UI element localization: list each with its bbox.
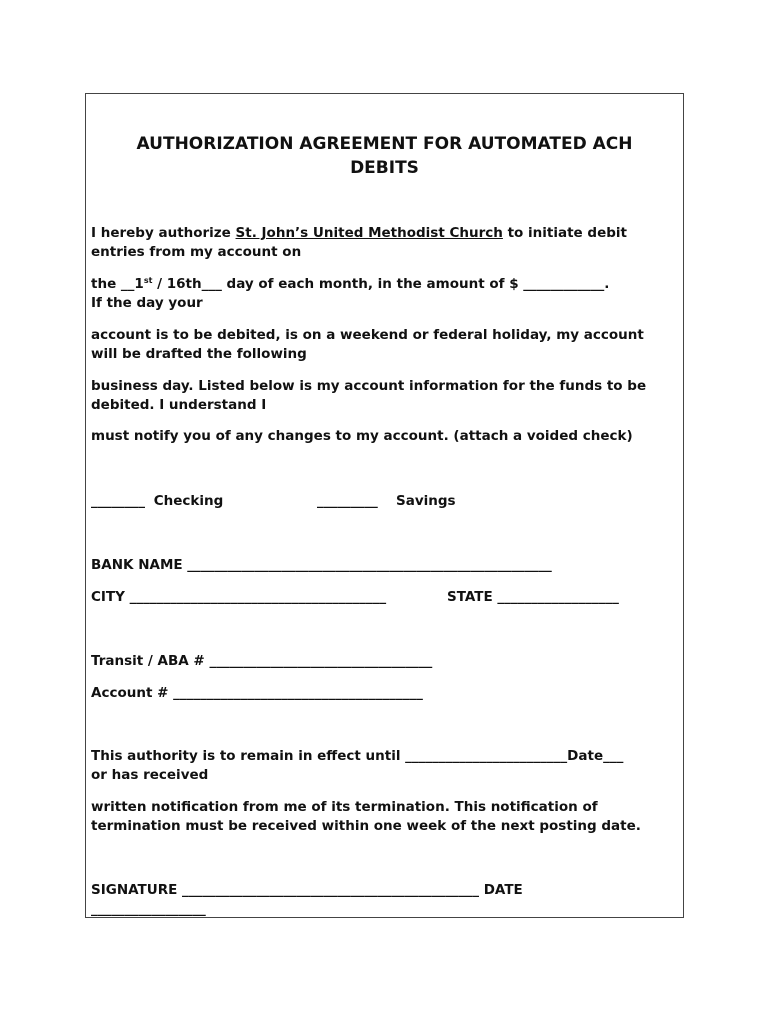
signature-field[interactable]: SIGNATURE ____________________________________________ DATE [91, 882, 523, 898]
auth-suffix: to initiate debit [502, 225, 627, 241]
debit-day-line-2: If the day your [91, 295, 203, 311]
termination-paragraph [91, 798, 671, 836]
notify-paragraph [91, 427, 671, 446]
authorization-paragraph [91, 224, 671, 262]
form-title-line-1: AUTHORIZATION AGREEMENT FOR AUTOMATED ACH [136, 134, 633, 154]
account-number-field[interactable]: Account # _____________________________________ [91, 685, 423, 701]
termination-line-2: termination must be received within one week of the next posting date. [91, 818, 641, 834]
state-field[interactable]: STATE __________________ [447, 589, 619, 605]
signature-date-field[interactable]: _________________ [91, 901, 206, 917]
account-info-paragraph [91, 377, 671, 415]
city-field[interactable]: CITY ______________________________________ [91, 589, 387, 605]
auth-line-2: entries from my account on [91, 244, 302, 260]
checking-label: Checking [153, 493, 224, 509]
transit-aba-field[interactable]: Transit / ABA # _________________________________ [91, 653, 433, 669]
signature-block [91, 881, 671, 919]
debit-day-a: the __1 [91, 276, 144, 292]
auth-prefix: I hereby authorize [91, 225, 236, 241]
authority-line-1: This authority is to remain in effect until ________________________Date___ [91, 748, 624, 764]
account-info-line-2: debited. I understand I [91, 397, 267, 413]
holiday-line-1: account is to be debited, is on a weekend or federal holiday, my account [91, 327, 644, 343]
bank-name-field[interactable]: BANK NAME ______________________________________________________ [91, 557, 552, 573]
debit-day-paragraph [91, 275, 671, 313]
form-title-line-2: DEBITS [350, 158, 419, 178]
holiday-paragraph [91, 326, 671, 364]
church-name: St. John’s United Methodist Church [235, 225, 503, 241]
authority-line-2: or has received [91, 767, 209, 783]
account-type-row [91, 492, 671, 511]
account-info-line-1: business day. Listed below is my account information for the funds to be [91, 378, 647, 394]
holiday-line-2: will be drafted the following [91, 346, 307, 362]
savings-label: Savings [396, 493, 456, 509]
termination-line-1: written notification from me of its termination. This notification of [91, 799, 598, 815]
checking-blank[interactable]: ________ [91, 493, 145, 509]
authority-paragraph [91, 747, 671, 785]
debit-day-sup: st [143, 276, 153, 285]
city-state-row [91, 588, 671, 607]
notify-line: must notify you of any changes to my account. (attach a voided check) [91, 428, 633, 444]
savings-blank[interactable]: _________ [317, 493, 378, 509]
debit-day-b: / 16th___ day of each month, in the amount of $ ____________. [152, 276, 610, 292]
